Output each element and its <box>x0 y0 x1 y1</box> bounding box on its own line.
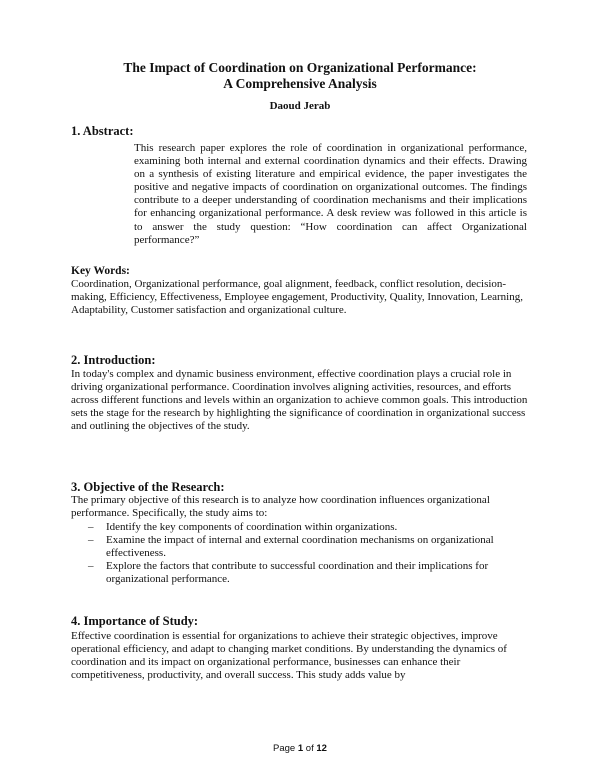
dash-bullet: – <box>88 534 94 547</box>
objective-text: The primary objective of this research is to analyze how coordination influences organizational performance. Specifically, the study aims to: <box>71 494 490 520</box>
objective-list <box>71 521 531 586</box>
introduction-text: In today's complex and dynamic business environment, effective coordination plays a crucial role in driving organizational performance. Coordination involves aligning activities, resources, and efforts across different functions and levels within an organization to achieve common goals. This introduction sets the stage for the research by highlighting the significance of coordination in organizational success and outlining the objectives of the study. <box>71 368 528 433</box>
objective-heading: 3. Objective of the Research: <box>71 480 225 494</box>
importance-text: Effective coordination is essential for organizations to achieve their strategic objectives, improve operational efficiency, and adapt to changing market conditions. By understanding the dynamics of coordination and its impact on organizational performance, businesses can enhance their competitiveness, productivity, and overall success. This study adds value by <box>71 630 507 682</box>
dash-bullet: – <box>88 560 94 573</box>
keywords-text: Coordination, Organizational performance, goal alignment, feedback, conflict resolution, decision-making, Efficiency, Effectiveness, Employee engagement, Productivity, Quality, Innovation, Learning, Adaptability, Customer satisfaction and organizational culture. <box>71 278 523 317</box>
footer-total-pages: 12 <box>316 743 327 754</box>
keywords-heading: Key Words: <box>71 265 130 277</box>
list-item <box>71 560 531 586</box>
list-item <box>71 534 531 560</box>
title-line-1: The Impact of Coordination on Organizational Performance: <box>123 60 477 75</box>
abstract-heading: 1. Abstract: <box>71 124 134 138</box>
list-item-text: Identify the key components of coordination within organizations. <box>106 521 398 533</box>
page-number-footer <box>0 743 600 754</box>
footer-page-label: Page <box>273 743 296 754</box>
footer-of-label: of <box>305 743 314 754</box>
title-line-2: A Comprehensive Analysis <box>223 76 377 91</box>
paper-title <box>60 60 540 92</box>
list-item-text: Examine the impact of internal and external coordination mechanisms on organizational effectiveness. <box>106 534 494 560</box>
importance-heading: 4. Importance of Study: <box>71 614 199 628</box>
footer-current-page: 1 <box>297 743 304 754</box>
author-name: Daoud Jerab <box>269 100 331 112</box>
abstract-text: This research paper explores the role of coordination in organizational performance, examining both internal and external coordination dynamics and their effects. Drawing on a synthesis of existing literature and empirical evidence, the paper investigates the positive and negative impacts of coordination on organizational outcomes. The findings contribute to a deeper understanding of coordination mechanisms and their implications for enhancing organizational performance. A desk review was followed in this article is to answer the study question: “How coordination can affect Organizational performance?” <box>134 142 527 246</box>
dash-bullet: – <box>88 521 94 533</box>
introduction-heading: 2. Introduction: <box>71 353 156 367</box>
list-item-text: Explore the factors that contribute to successful coordination and their implications for organizational performance. <box>106 560 489 586</box>
list-item <box>71 521 531 534</box>
